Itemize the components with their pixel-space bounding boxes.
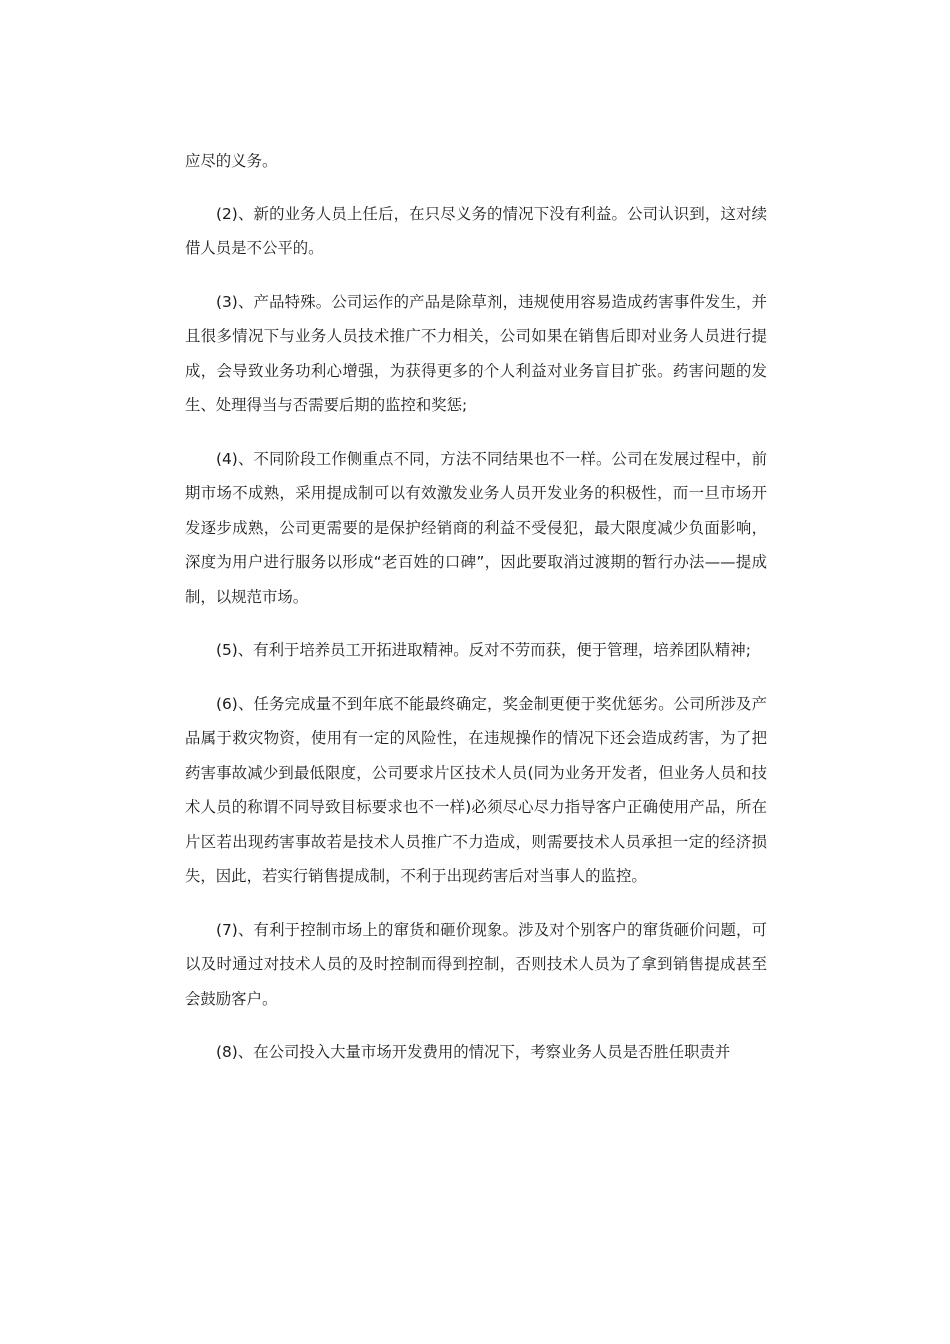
document-body bbox=[185, 144, 767, 1089]
paragraph-item-5: (5)、有利于培养员工开拓进取精神。反对不劳而获，便于管理，培养团队精神; bbox=[216, 641, 751, 659]
paragraph-item-6: (6)、任务完成量不到年底不能最终确定，奖金制更便于奖优惩劣。公司所涉及产品属于救灾物资，使用有一定的风险性，在违规操作的情况下还会造成药害，为了把药害事故减少到最低限度，公司要求片区技术人员(同为业务开发者，但业务人员和技术人员的称谓不同导致目标要求也不一样)必须尽心尽力指导客户正确使用产品，所在片区若出现药害事故若是技术人员推广不力造成，则需要技术人员承担一定的经济损失，因此，若实行销售提成制，不利于出现药害后对当事人的监控。 bbox=[185, 694, 767, 885]
paragraph-continuation: 应尽的义务。 bbox=[185, 152, 278, 170]
paragraph-item-2: (2)、新的业务人员上任后，在只尽义务的情况下没有利益。公司认识到，这对续借人员是不公平的。 bbox=[185, 204, 767, 257]
paragraph-item-3: (3)、产品特殊。公司运作的产品是除草剂，违规使用容易造成药害事件发生，并且很多情况下与业务人员技术推广不力相关，公司如果在销售后即对业务人员进行提成，会导致业务功利心增强，为获得更多的个人利益对业务盲目扩张。药害问题的发生、处理得当与否需要后期的监控和奖惩; bbox=[185, 292, 767, 414]
paragraph-item-8: (8)、在公司投入大量市场开发费用的情况下，考察业务人员是否胜任职责并 bbox=[216, 1043, 731, 1061]
paragraph-item-7: (7)、有利于控制市场上的窜货和砸价现象。涉及对个别客户的窜货砸价问题，可以及时通过对技术人员的及时控制而得到控制，否则技术人员为了拿到销售提成甚至会鼓励客户。 bbox=[185, 920, 767, 1008]
paragraph-item-4: (4)、不同阶段工作侧重点不同，方法不同结果也不一样。公司在发展过程中，前期市场不成熟，采用提成制可以有效激发业务人员开发业务的积极性，而一旦市场开发逐步成熟，公司更需要的是保护经销商的利益不受侵犯，最大限度减少负面影响，深度为用户进行服务以形成“老百姓的口碑”，因此要取消过渡期的暂行办法——提成制，以规范市场。 bbox=[185, 449, 767, 606]
